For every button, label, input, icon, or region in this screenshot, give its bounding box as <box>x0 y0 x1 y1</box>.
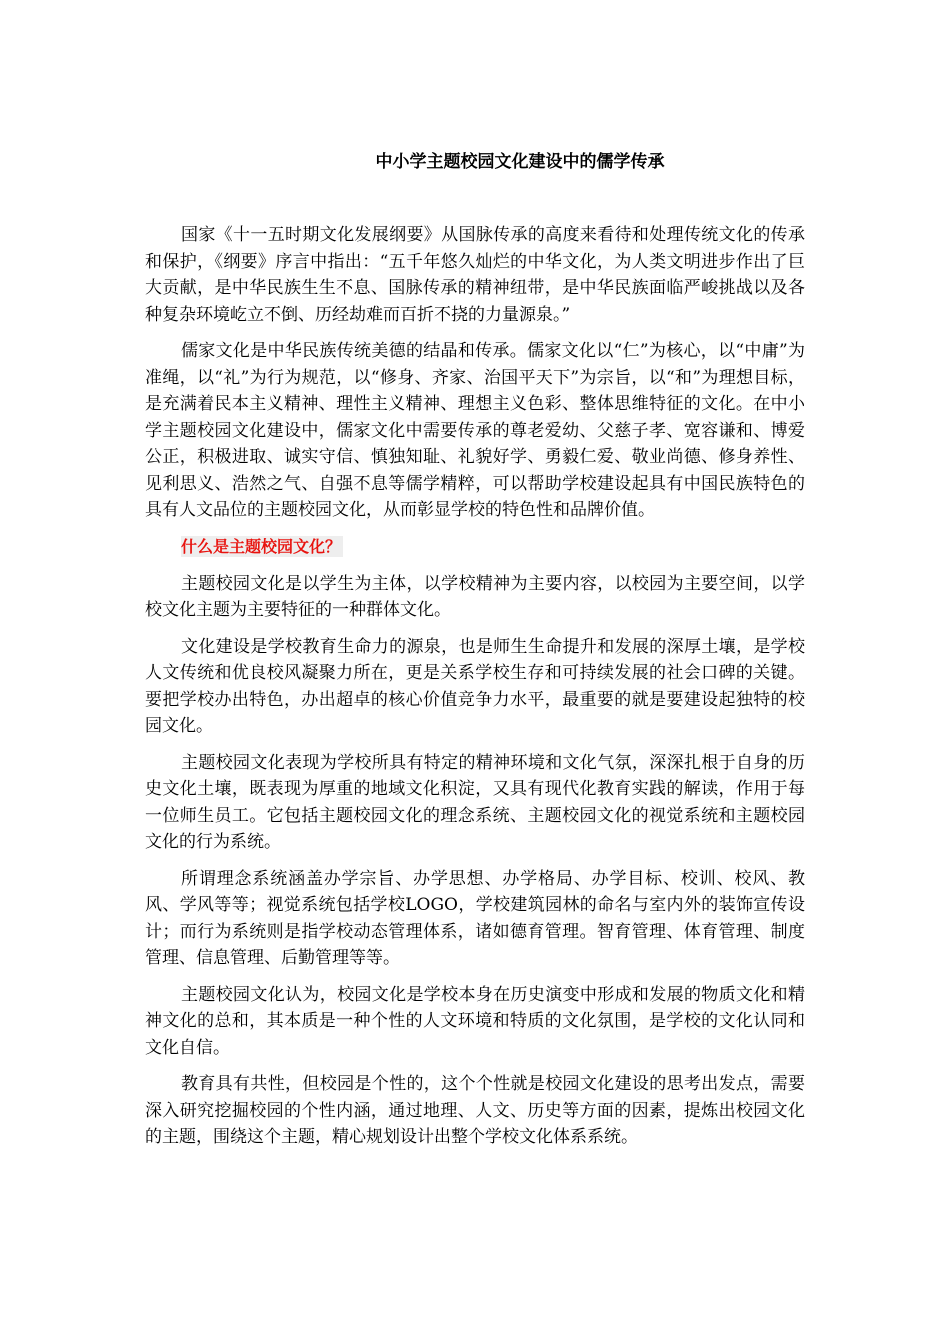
section-heading <box>181 534 805 560</box>
paragraph-section-3: 主题校园文化表现为学校所具有特定的精神环境和文化气氛，深深扎根于自身的历史文化土壤，既表现为厚重的地域文化积淀，又具有现代化教育实践的解读，作用于每一位师生员工。它包括主题校园文化的理念系统、主题校园文化的视觉系统和主题校园文化的行为系统。 <box>145 752 805 852</box>
paragraph-intro-1: 国家《十一五时期文化发展纲要》从国脉传承的高度来看待和处理传统文化的传承和保护，《纲要》序言中指出：“五千年悠久灿烂的中华文化，为人类文明进步作出了巨大贡献，是中华民族生生不息、国脉传承的精神纽带，是中华民族面临严峻挑战以及各种复杂环境屹立不倒、历经劫难而百折不挠的力量源泉。” <box>145 225 805 325</box>
paragraph-section-1: 主题校园文化是以学生为主体，以学校精神为主要内容，以校园为主要空间，以学校文化主题为主要特征的一种群体文化。 <box>145 573 805 620</box>
document-body <box>145 222 805 1161</box>
paragraph-section-4: 所谓理念系统涵盖办学宗旨、办学思想、办学格局、办学目标、校训、校风、教风、学风等等；视觉系统包括学校LOGO，学校建筑园林的命名与室内外的装饰宣传设计；而行为系统则是指学校动态管理体系，诸如德育管理。智育管理、体育管理、制度管理、信息管理、后勤管理等等。 <box>145 868 805 968</box>
section-heading-text: 什么是主题校园文化？ <box>181 536 342 556</box>
paragraph-intro-2: 儒家文化是中华民族传统美德的结晶和传承。儒家文化以“仁”为核心，以“中庸”为准绳，以“礼”为行为规范，以“修身、齐家、治国平天下”为宗旨，以“和”为理想目标，是充满着民本主义精神、理性主义精神、理想主义色彩、整体思维特征的文化。在中小学主题校园文化建设中，儒家文化中需要传承的尊老爱幼、父慈子孝、宽容谦和、博爱公正，积极进取、诚实守信、慎独知耻、礼貌好学、勇毅仁爱、敬业尚德、修身养性、见利思义、浩然之气、自强不息等儒学精粹，可以帮助学校建设起具有中国民族特色的具有人文品位的主题校园文化，从而彰显学校的特色性和品牌价值。 <box>145 341 805 520</box>
paragraph-section-6: 教育具有共性，但校园是个性的，这个个性就是校园文化建设的思考出发点，需要深入研究挖掘校园的个性内涵，通过地理、人文、历史等方面的因素，提炼出校园文化的主题，围绕这个主题，精心规划设计出整个学校文化体系系统。 <box>145 1074 805 1147</box>
document-title: 中小学主题校园文化建设中的儒学传承 <box>375 152 665 172</box>
paragraph-section-5: 主题校园文化认为，校园文化是学校本身在历史演变中形成和发展的物质文化和精神文化的总和，其本质是一种个性的人文环境和特质的文化氛围，是学校的文化认同和文化自信。 <box>145 984 805 1058</box>
paragraph-section-2: 文化建设是学校教育生命力的源泉，也是师生生命提升和发展的深厚土壤，是学校人文传统和优良校风凝聚力所在，更是关系学校生存和可持续发展的社会口碑的关键。要把学校办出特色，办出超卓的核心价值竞争力水平，最重要的就是要建设起独特的校园文化。 <box>145 636 805 736</box>
